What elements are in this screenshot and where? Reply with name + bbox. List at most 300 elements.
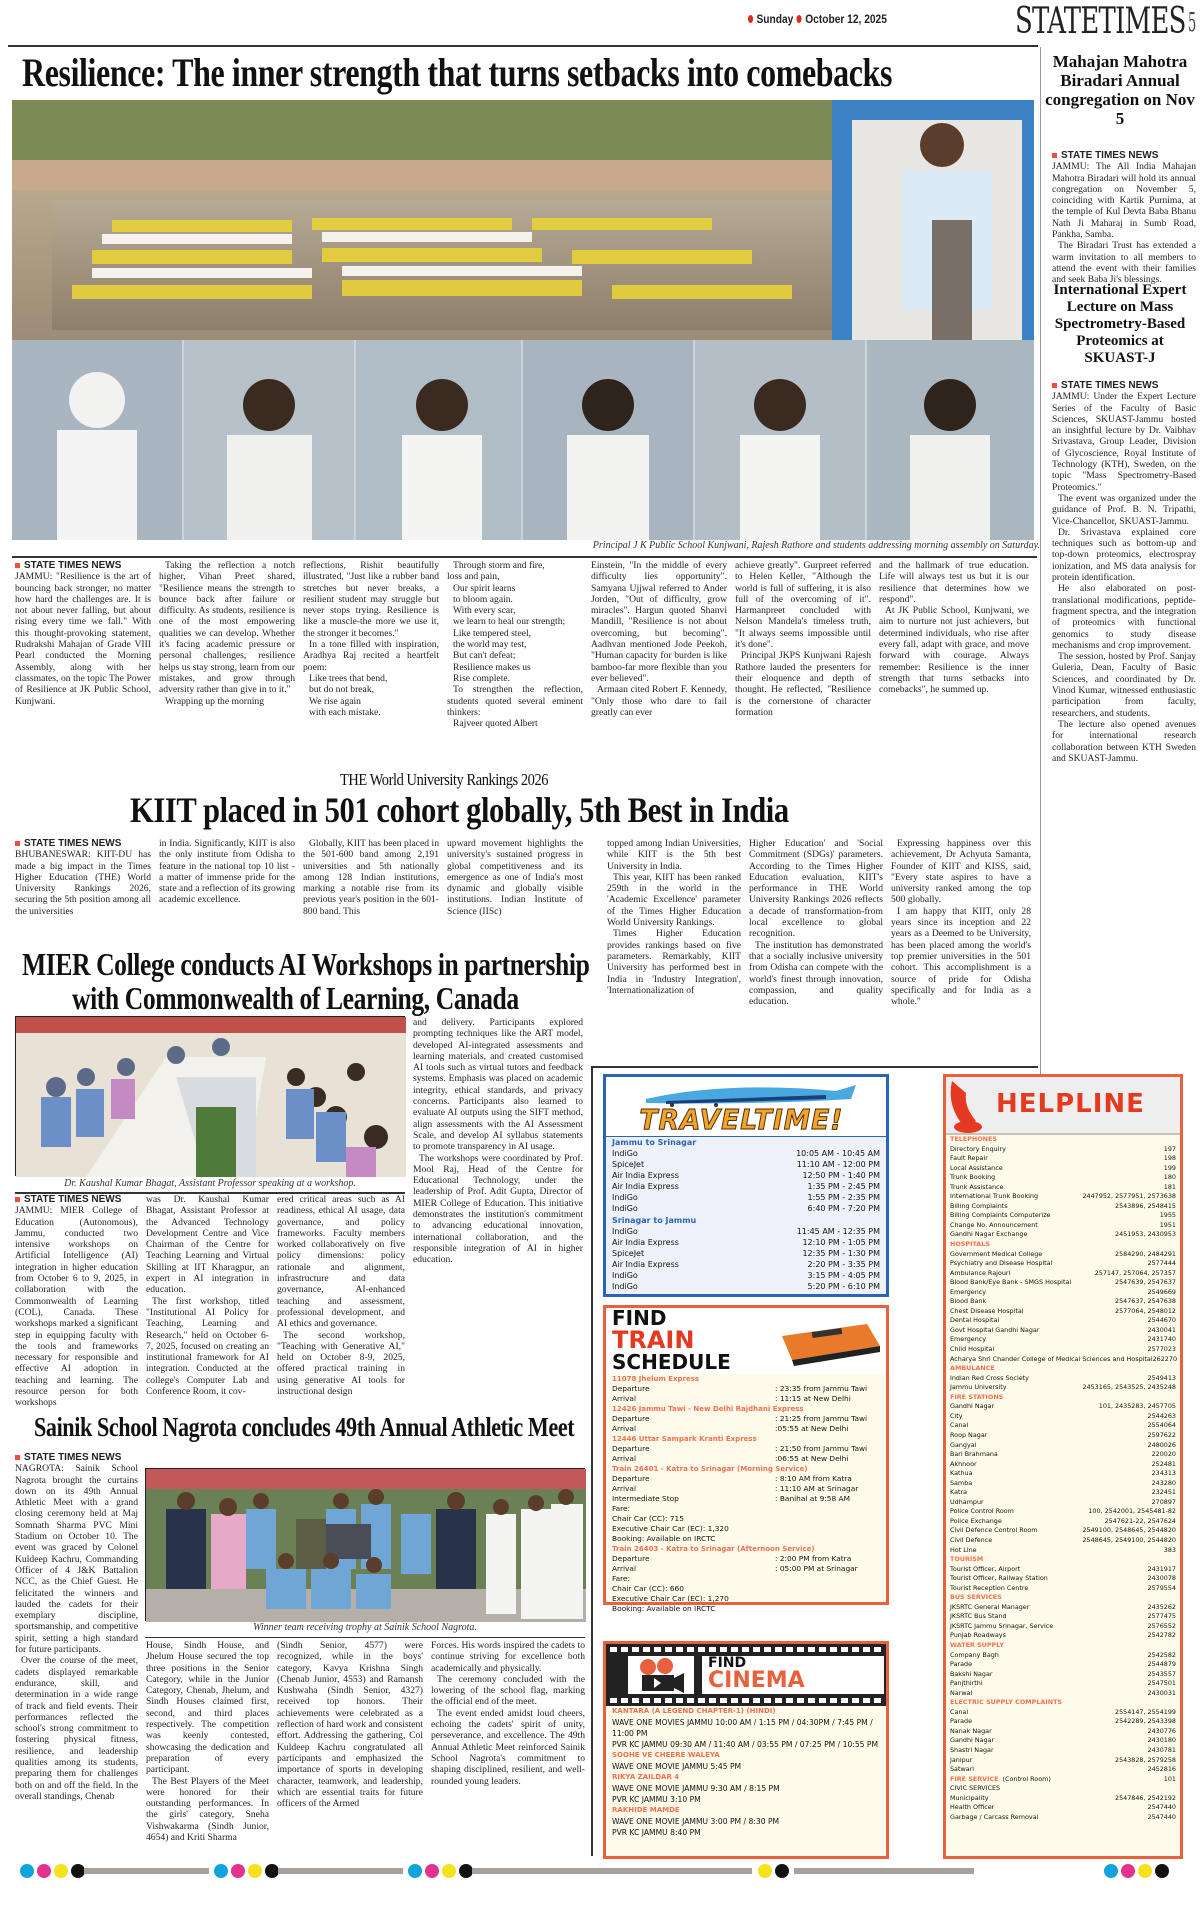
helpline-row (946, 1517, 1180, 1527)
registration-bar (472, 1868, 752, 1874)
byline: STATE TIMES NEWS (15, 1194, 138, 1205)
movie-title: RIKYA ZAILDAR 4 (612, 1773, 680, 1781)
helpline-row (946, 1154, 1180, 1164)
resilience-col-2: Taking the reflection a notch higher, Vihan Preet shared, "Resilience means the strength to bounce back after failure or difficulty. As students, resilience is one of the most empowering qualities we can develop. Whether it's facing academic pressure or personal challenges, resilience helps us stay strong, learn from our mistakes, and grow through adversity rather than give in to it." Wrapping up the morning (159, 560, 295, 707)
travel-logo-text: TRAVELTIME! (639, 1103, 844, 1136)
flight-row (606, 1181, 886, 1192)
cinema-logo-find: FIND (708, 1655, 747, 1671)
flight-time: 5:20 PM - 6:10 PM (807, 1282, 880, 1292)
registration-marks (214, 1864, 279, 1878)
registration-marks (20, 1864, 85, 1878)
helpline-section (946, 1698, 1180, 1708)
skuast-article: STATE TIMES NEWS JAMMU: Under the Expert Lecture Series of the Faculty of Basic Sciences, SKUAST-Jammu hosted an insightful lecture by Dr. Vaibhav Srivastava, Group Leader, Division of Glycoscience, Royal Institute of Technology (KTH), Sweden, on the topic "Mass Spectrometry-Based Proteomics." The event was organized under the guidance of Prof. B. N. Tripathi, Vice-Chancellor, SKUAST-Jammu. Dr. Srivastava explained core techniques such as bottom-up and top-down proteomics, electrospray ionization, and MS data analysis for protein identification. He also elaborated on post-translational modifications, peptide-fragment spectra, and the integration of proteomics with functional genomics to study disease mechanisms and crop improvement. The session, hosted by Prof. Sanjay Guleria, Dean, Faculty of Basic Sciences, and coordinated by Dr. Vinod Kumar, witnessed enthusiastic participation from faculty, researchers, and students. The lecture also opened avenues for international research collaboration between KTH Sweden and SKUAST-Jammu. (1052, 380, 1196, 764)
black-dot (459, 1864, 473, 1878)
helpline-number: 2576552 (1147, 1621, 1176, 1630)
train-field: Arrival (612, 1484, 637, 1493)
resilience-photo (12, 100, 1034, 540)
train-row (606, 1604, 886, 1614)
film-strip-holes (610, 1698, 882, 1703)
helpline-number: 180 (1163, 1173, 1176, 1182)
helpline-section (946, 1364, 1180, 1374)
bullet-icon (15, 563, 20, 568)
sidebar-divider (1040, 47, 1041, 1087)
helpline-box (943, 1074, 1183, 1859)
helpline-row (946, 1622, 1180, 1632)
helpline-number: 1955 (1159, 1211, 1176, 1220)
yellow-dot (1138, 1864, 1152, 1878)
train-name: 12426 Jammu Tawi - New Delhi Rajdhani Express (612, 1405, 804, 1413)
train-field: Departure (612, 1444, 650, 1453)
train-field: Executive Chair Car (EC): 1,270 (612, 1594, 729, 1603)
train-row (606, 1534, 886, 1544)
airline: Air India Express (612, 1259, 679, 1269)
helpline-row (946, 1803, 1180, 1813)
train-row (606, 1514, 886, 1524)
helpline-number: 2542289, 2543398 (1115, 1717, 1176, 1726)
helpline-row (946, 1145, 1180, 1155)
movie-camera-icon (628, 1656, 694, 1694)
helpline-label: Health Officer (950, 1803, 995, 1812)
helpline-number: 2547501 (1147, 1679, 1176, 1688)
train-value: : 21:50 from Jammu Tawi (775, 1444, 868, 1453)
helpline-number: 198 (1163, 1154, 1176, 1163)
helpline-number: 2547637, 2547638 (1115, 1297, 1176, 1306)
train-value: : 11:10 AM at Srinagar (775, 1484, 859, 1493)
helpline-number: 2430180 (1147, 1736, 1176, 1745)
helpline-label: Police Exchange (950, 1516, 1002, 1525)
kiit-col-5: topped among Indian Universities, while KIIT is the 5th best University in India. This year, KIIT has been ranked 259th in the world in the 'Academic Excellence' parameter of the Times Higher Education World University Rankings. Times Higher Education provides rankings based on five parameters. Remarkably, KIIT University has performed best in India in 'Industry Integration', 'Internationalization of (607, 838, 741, 996)
movie-title: SOOHE VE CHEERE WALEYA (612, 1751, 720, 1759)
helpline-number: 2549413 (1147, 1373, 1176, 1382)
helpline-number: 270897 (1151, 1497, 1176, 1506)
train-value: : 11:15 at New Delhi (775, 1394, 851, 1403)
magenta-dot (1121, 1864, 1135, 1878)
mier-col-1: STATE TIMES NEWS JAMMU: MIER College of Education (Autonomous), Jammu, conducted two intensive workshops on Artificial Intelligence (AI) integration in higher education from October 6 to 9, 2025, in collaboration with the Commonwealth of Learning (COL), Canada. These workshops marked a significant step in equipping faculty with the tools and frameworks necessary for responsible and effective AI adoption in teaching and learning. The resource person for both workshops (15, 1194, 138, 1409)
travel-route-title: Srinagar to Jammu (612, 1215, 697, 1225)
showtime-row: PVR KC JAMMU 8:40 PM (612, 1828, 701, 1837)
camera-frame (628, 1656, 694, 1694)
helpline-section-title: FIRE STATIONS (950, 1392, 1004, 1401)
train-row (606, 1584, 886, 1594)
flight-time: 11:45 AM - 12:35 PM (796, 1226, 880, 1236)
helpline-label: Trunk Booking (950, 1173, 996, 1182)
helpline-label: Samba (950, 1478, 973, 1487)
showtime-row: WAVE ONE MOVIE JAMMU 9:30 AM / 8:15 PM (612, 1784, 780, 1793)
helpline-row (946, 1651, 1180, 1661)
helpline-row (946, 1250, 1180, 1260)
helpline-number: 197 (1163, 1144, 1176, 1153)
mier-headline-2: with Commonwealth of Learning, Canada (72, 980, 519, 1016)
helpline-row (946, 1469, 1180, 1479)
byline: STATE TIMES NEWS (1052, 150, 1196, 161)
train-value: : 05:00 PM at Srinagar (775, 1564, 858, 1573)
helpline-label: Chest Disease Hospital (950, 1306, 1024, 1315)
helpline-label: Roop Nagar (950, 1430, 988, 1439)
section-rule (145, 1637, 585, 1638)
helpline-number: 2544263 (1147, 1411, 1176, 1420)
flight-row (606, 1192, 886, 1203)
helpline-label: Punjab Roadways (950, 1631, 1006, 1640)
helpline-row (946, 1507, 1180, 1517)
helpline-row (946, 1316, 1180, 1326)
helpline-label: Acharya Shri Chander College of Medical Sciences and Hospital (950, 1354, 1153, 1363)
flight-row (606, 1170, 886, 1181)
kiit-col-3: Globally, KIIT has been placed in the 501-600 band among 2,191 universities and 5th nationally among 128 Indian institutions, marking a notable rise from its previous year's position in the 601-800 band. This (303, 838, 439, 917)
helpline-number: 232451 (1151, 1488, 1176, 1497)
mier-photo (15, 1016, 405, 1176)
train-value: :06:55 at New Delhi (775, 1454, 849, 1463)
helpline-number: 2451953, 2430953 (1115, 1230, 1176, 1239)
flight-time: 2:20 PM - 3:35 PM (807, 1259, 880, 1269)
yellow-dot (442, 1864, 456, 1878)
flight-time: 3:15 PM - 4:05 PM (807, 1270, 880, 1280)
helpline-row (946, 1736, 1180, 1746)
bullet-icon (15, 1197, 20, 1202)
helpline-row (946, 1297, 1180, 1307)
helpline-row (946, 1230, 1180, 1240)
helpline-label: Gandhi Nagar Exchange (950, 1230, 1028, 1239)
cinema-logo-cinema: CINEMA (708, 1668, 805, 1693)
train-logo-find: FIND (612, 1306, 667, 1330)
kiit-col-4: upward movement highlights the university's sustained progress in global competitiveness and its emergence as one of India's most dynamic and globally visible institutions. Indian Institute of Science (IISc) (447, 838, 583, 917)
helpline-row (946, 1211, 1180, 1221)
train-name: 11078 Jhelum Express (612, 1375, 700, 1383)
sainik-col-3: (Sindh Senior, 4577) were recognized, while in the boys' category, Kavya Krishna Singh (Chenab Junior, 4553) and Ramansh Kushwaha (Sindh Senior, 4327) received top honors. Their achievements were celebrated as a reflection of hard work and consistent effort. Addressing the gathering, Col Kuldeep Kachru congratulated all participants and emphasized the importance of sports in developing character, teamwork, and leadership, which are essential traits for future officers of the Armed (277, 1640, 423, 1810)
helpline-number: 2549669 (1147, 1287, 1176, 1296)
resilience-col-4: Through storm and fire, loss and pain, Our spirit learns to bloom again. With every scar, we learn to heal our strength; Like tempered steel, the world may test, But can't defeat; Resilience makes us Rise complete. To strengthen the reflection, students quoted several eminent thinkers: Rajveer quoted Albert (447, 560, 583, 730)
resilience-col-1: STATE TIMES NEWS JAMMU: "Resilience is the art of bouncing back stronger, no matter how hard the challenges are. It is not about never falling, but about rising every time we fall." With this thought-provoking statement, Rudrakshi Mahajan of Grade VIII Pearl conducted the Morning Assembly, along with her classmates, on the topic The Power of Resilience at JK Public School, Kunjwani. (15, 560, 151, 707)
cinema-logo (606, 1644, 886, 1706)
helpline-number: 2554147, 2554199 (1115, 1707, 1176, 1716)
helpline-number: 262270 (1152, 1354, 1178, 1363)
helpline-row (946, 1307, 1180, 1317)
flight-time: 6:40 PM - 7:20 PM (807, 1204, 880, 1214)
helpline-number: 199 (1163, 1163, 1176, 1172)
helpline-label: Satwari (950, 1765, 975, 1774)
helpline-label: Police Control Room (950, 1507, 1014, 1516)
helpline-label: JKSRTC Jammu Srinagar, Service (950, 1621, 1054, 1630)
helpline-number: 2543896, 2548415 (1115, 1201, 1176, 1210)
train-row (606, 1504, 886, 1514)
helpline-section (946, 1555, 1180, 1565)
sainik-headline: Sainik School Nagrota concludes 49th Annual Athletic Meet (34, 1412, 575, 1442)
helpline-section (946, 1775, 1180, 1785)
sainik-photo (145, 1468, 585, 1621)
airline: SpiceJet (612, 1248, 645, 1258)
helpline-label: Ambulance Rajouri (950, 1268, 1011, 1277)
ad-divider (591, 1066, 593, 1856)
helpline-label: Govt Hospital Gandhi Nagar (950, 1325, 1040, 1334)
helpline-row (946, 1173, 1180, 1183)
helpline-row (946, 1717, 1180, 1727)
helpline-row (946, 1374, 1180, 1384)
kiit-col-6: Higher Education' and 'Social Commitment (SDGs)' parameters. According to the Times Higher Education evaluation, KIIT's performance in THE World University Rankings 2026 reflects a decade of transformation-from local excellence to global recognition. The institution has demonstrated that a socially inclusive university from Odisha can compete with the world's finest through innovation, compassion, and quality education. (749, 838, 883, 1008)
movie-title: KANTARA (A LEGEND CHAPTER-1) (HINDI) (612, 1707, 776, 1715)
helpline-row (946, 1412, 1180, 1422)
helpline-number: 2430041 (1147, 1325, 1176, 1334)
movie-title: RAKHIDE MAMDE (612, 1806, 680, 1814)
helpline-number: 2554064 (1147, 1421, 1176, 1430)
helpline-label: Civil Defence Control Room (950, 1526, 1038, 1535)
airline: IndiGo (612, 1226, 638, 1236)
helpline-number: 2543828, 2579258 (1115, 1755, 1176, 1764)
helpline-number: 2548645, 2549100, 2544820 (1082, 1535, 1176, 1544)
helpline-row (946, 1269, 1180, 1279)
helpline-section (946, 1641, 1180, 1651)
helpline-label: Canal (950, 1707, 969, 1716)
helpline-label: Bakshi Nagar (950, 1669, 993, 1678)
bullet-icon (748, 15, 753, 23)
helpline-row (946, 1326, 1180, 1336)
helpline-row (946, 1727, 1180, 1737)
helpline-number: 2430776 (1147, 1726, 1176, 1735)
magenta-dot (425, 1864, 439, 1878)
helpline-number: 2430781 (1147, 1746, 1176, 1754)
helpline-label: Narwal (950, 1688, 973, 1697)
skuast-headline: International Expert Lecture on Mass Spectrometry-Based Proteomics at SKUAST-J (1053, 282, 1187, 366)
helpline-section-title: CIVIC SERVICES (950, 1784, 1001, 1793)
cyan-dot (20, 1864, 34, 1878)
helpline-section-title: HOSPITALS (950, 1240, 990, 1249)
byline: STATE TIMES NEWS (15, 560, 151, 571)
helpline-label: Emergency (950, 1335, 987, 1344)
helpline-section-title: TELEPHONES (950, 1135, 997, 1143)
helpline-row (946, 1546, 1180, 1556)
train-value: : 2:00 PM from Katra (775, 1554, 852, 1563)
registration-marks (408, 1864, 473, 1878)
helpline-row (946, 1498, 1180, 1508)
helpline-number: 2547440 (1147, 1803, 1176, 1812)
showtime-row: WAVE ONE MOVIE JAMMU 3:00 PM / 8:30 PM (612, 1817, 780, 1826)
helpline-number: 257147, 257064, 257357 (1094, 1268, 1176, 1277)
helpline-number: 2577023 (1147, 1345, 1176, 1354)
train-field: Chair Car (CC): 715 (612, 1514, 684, 1523)
train-logo (606, 1308, 886, 1374)
airline: IndiGo (612, 1282, 638, 1292)
helpline-number: 243280 (1151, 1478, 1176, 1487)
registration-bar (278, 1868, 403, 1874)
helpline-row (946, 1164, 1180, 1174)
flight-row (606, 1159, 886, 1170)
registration-bar (84, 1868, 209, 1874)
registration-marks (758, 1864, 789, 1878)
bullet-icon (15, 841, 20, 846)
flight-row (606, 1226, 886, 1237)
helpline-section-title: TOURISM (950, 1555, 984, 1564)
mahajan-article: STATE TIMES NEWS JAMMU: The All India Mahajan Mahotra Biradari will hold its annual congregation on November 5, coinciding with Kartik Purnima, at the temple of Kul Devta Baba Bhanu Nath Ji Maharaj in Sumb Road, Pankha, Samba. The Biradari Trust has extended a warm invitation to all members to attend the event with their families and seek Baba Ji's blessings. (1052, 150, 1196, 286)
sainik-col-1: STATE TIMES NEWS NAGROTA: Sainik School Nagrota brought the curtains down on its 49th Annual Athletic Meet with a grand closing ceremony held at Maj Somnath Sharma PVC Mini Stadium on October 10. The event was graced by Colonel Kuldeep Kachru, Commanding Officer of 4 J&K Battalion NCC, as the Chief Guest. He felicitated the winners and lauded the cadets for their exemplary discipline, sportsmanship, and competitive spirit, setting a high standard for future participants. Over the course of the meet, cadets displayed remarkable endurance, skill, and determination in a wide range of track and field events. Their performances reflected the school's strong commitment to fostering physical fitness, resilience, and leadership qualities among its students, preparing them for challenges both on and off the field. In the overall standings, Chenab (15, 1452, 138, 1802)
helpline-number: 220020 (1151, 1450, 1176, 1459)
train-value: : 21:25 from Jammu Tawi (775, 1414, 868, 1423)
helpline-row (946, 1660, 1180, 1670)
helpline-number: 2544670 (1147, 1316, 1176, 1325)
train-row (606, 1494, 886, 1504)
helpline-number: 2431917 (1147, 1564, 1176, 1573)
helpline-row (946, 1278, 1180, 1288)
helpline-label: Bari Brahmana (950, 1450, 998, 1459)
train-value (775, 1574, 880, 1584)
resilience-col-7: and the hallmark of true education. Life will always test us but it is our resilience that determines how we respond". At JK Public School, Kunjwani, we aim to nurture not just achievers, but determined individuals, who rise after every fall, adapt with grace, and move forward with courage. Always remember: Resilience is the inner strength that turns setbacks into comebacks", he summed up. (879, 560, 1029, 696)
helpline-row (946, 1450, 1180, 1460)
helpline-row (946, 1765, 1180, 1775)
train-field: Departure (612, 1474, 650, 1483)
helpline-label: Gangyal (950, 1440, 977, 1449)
helpline-label: Jammu University (950, 1383, 1007, 1392)
helpline-row (946, 1526, 1180, 1536)
helpline-label: Blood Bank (950, 1297, 987, 1306)
header-rule (8, 45, 1038, 47)
helpline-label: City (950, 1411, 963, 1420)
helpline-number: 2453165, 2543525, 2435248 (1082, 1383, 1176, 1392)
train-field: Arrival (612, 1394, 637, 1403)
issue-date-text: October 12, 2025 (805, 12, 887, 26)
train-name: 12446 Uttar Sampark Kranti Express (612, 1435, 757, 1443)
train-list (606, 1374, 886, 1614)
airline: SpiceJet (612, 1160, 645, 1170)
train-row (606, 1564, 886, 1574)
airline: IndiGo (612, 1149, 638, 1158)
helpline-label: Janipur (950, 1755, 973, 1764)
helpline-label: Parade (950, 1660, 973, 1669)
helpline-number: 2542782 (1147, 1631, 1176, 1640)
helpline-row (946, 1421, 1180, 1431)
flight-time: 11:10 AM - 12:00 PM (796, 1160, 880, 1170)
train-row (606, 1484, 886, 1494)
helpline-label: Akhnoor (950, 1459, 977, 1468)
helpline-label: Katra (950, 1488, 968, 1497)
train-schedule-box (603, 1305, 889, 1613)
helpline-label: Blood Bank/Eye Bank - SMGS Hospital (950, 1278, 1072, 1287)
helpline-number: 181 (1163, 1182, 1176, 1191)
helpline-number: 1951 (1159, 1220, 1176, 1229)
train-value: :05:55 at New Delhi (775, 1424, 849, 1433)
kiit-col-7: Expressing happiness over this achievement, Dr Achyuta Samanta, Founder of KIIT and KISS, said, "Every state aspires to have a university ranked among the top 500 globally. I am happy that KIIT, only 28 years since its inception and 22 years as a Deemed to be University, has been placed among the world's top premier universities in the 501 cohort. This accomplishment is a source of pride for Odisha specifically and for India as a whole." (891, 838, 1031, 1008)
flight-row (606, 1248, 886, 1259)
mier-headline-1: MIER College conducts AI Workshops in partnership (22, 946, 590, 982)
helpline-section-title: FIRE SERVICE (950, 1774, 999, 1783)
mier-caption: Dr. Kaushal Kumar Bhagat, Assistant Professor speaking at a workshop. (64, 1178, 356, 1189)
cyan-dot (408, 1864, 422, 1878)
train-row (606, 1524, 886, 1534)
flight-time: 12:35 PM - 1:30 PM (802, 1248, 880, 1258)
helpline-row (946, 1383, 1180, 1393)
train-value (775, 1524, 880, 1534)
helpline-label: Gandhi Nagar (950, 1736, 995, 1745)
helpline-number: 101 (1163, 1774, 1176, 1783)
train-row (606, 1444, 886, 1454)
registration-bar (794, 1868, 974, 1874)
telephone-icon (946, 1077, 996, 1135)
helpline-row (946, 1288, 1180, 1298)
helpline-number: 2579554 (1147, 1583, 1176, 1592)
helpline-row (946, 1536, 1180, 1546)
black-dot (71, 1864, 85, 1878)
helpline-section-title: WATER SUPPLY (950, 1640, 1004, 1649)
helpline-row (946, 1259, 1180, 1269)
black-dot (775, 1864, 789, 1878)
helpline-row (946, 1746, 1180, 1756)
bullet-icon (797, 15, 802, 23)
issue-date (748, 12, 887, 26)
helpline-section (946, 1240, 1180, 1250)
helpline-row (946, 1679, 1180, 1689)
flight-time: 12:10 PM - 1:05 PM (802, 1237, 880, 1247)
mier-col-3: ered critical areas such as AI readiness, ethical AI usage, data governance, and policy frameworks. Faculty members worked collaboratively on five policy dimensions: policy rationale and alignment, infrastructure and data governance, AI-enhanced teaching and assessment, professional development, and AI ethics and governance. The second workshop, "Teaching with Generative AI," held on October 8-9, 2025, offered practical training in using generative AI tools for instructional design (277, 1194, 405, 1398)
kiit-headline: KIIT placed in 501 cohort globally, 5th Best in India (130, 790, 789, 830)
helpline-label: Tourist Officer, Airport (950, 1564, 1021, 1573)
train-value (775, 1594, 880, 1604)
train-row (606, 1414, 886, 1424)
mier-side-column: and delivery. Participants explored prompting techniques like the ART model, developed AI-integrated assessments and learning materials, and created customised AI tools such as virtual tutors and feedback systems. Emphasis was placed on academic integrity, ethical standards, and privacy concerns. Participants also learned to evaluate AI outputs using the SIFT method, align assessments with the AI Assessment Scale, and develop AI syllabus statements to promote transparency in AI usage. The workshops were coordinated by Prof. Mool Raj, Head of the Centre for Educational Technology, under the leadership of Prof. Adit Gupta, Director of MIER College of Education. This initiative demonstrates the institution's commitment to advancing educational innovation, international collaboration, and the responsible integration of AI in higher education. (413, 1017, 583, 1266)
helpline-label: Parade (950, 1717, 973, 1726)
kiit-col-2: in India. Significantly, KIIT is also the only institute from Odisha to feature in the national top 10 list - a matter of immense pride for the state and a reflection of its growing academic excellence. (159, 838, 295, 906)
helpline-label: Tourist Reception Centre (950, 1583, 1029, 1592)
train-field: Intermediate Stop (612, 1494, 679, 1503)
airline: IndiGo (612, 1193, 638, 1203)
train-field: Arrival (612, 1424, 637, 1433)
airline: Air India Express (612, 1237, 679, 1247)
helpline-row (946, 1612, 1180, 1622)
resilience-caption: Principal J K Public School Kunjwani, Rajesh Rathore and students addressing morning assembly on Saturday. (592, 540, 1040, 551)
helpline-number: 2577475 (1147, 1612, 1176, 1621)
train-row (606, 1554, 886, 1564)
helpline-label: Psychiatry and Disease Hospital (950, 1259, 1053, 1268)
helpline-section (946, 1593, 1180, 1603)
helpline-section (946, 1393, 1180, 1403)
helpline-row (946, 1708, 1180, 1718)
cyan-dot (214, 1864, 228, 1878)
airline: Air India Express (612, 1171, 679, 1181)
byline: STATE TIMES NEWS (15, 1452, 138, 1463)
flight-time: 10:05 AM - 10:45 AM (796, 1149, 880, 1158)
black-dot (265, 1864, 279, 1878)
resilience-headline: Resilience: The inner strength that turns setbacks into comebacks (22, 50, 892, 95)
train-row (606, 1384, 886, 1394)
helpline-row (946, 1402, 1180, 1412)
helpline-number: 2549100, 2548645, 2544820 (1082, 1526, 1176, 1535)
registration-marks (1104, 1864, 1169, 1878)
helpline-number: 2542582 (1147, 1650, 1176, 1659)
byline: STATE TIMES NEWS (15, 838, 151, 849)
train-logo-train: TRAIN (612, 1326, 695, 1354)
train-field: Arrival (612, 1564, 637, 1573)
helpline-number: 2597622 (1147, 1430, 1176, 1439)
helpline-label: Company Bagh (950, 1650, 999, 1659)
helpline-row (946, 1689, 1180, 1699)
helpline-number: 234313 (1151, 1469, 1176, 1478)
sainik-col-2: House, Sindh House, and Jhelum House secured the top three positions in the Senior Category, while in the Junior Category, Chenab, Jhelum, and Sindh Houses claimed first, second, and third places respectively. The competition was keenly contested, showcasing the dedication and preparation of every participant. The Best Players of the Meet were honored for their outstanding performances. In the girls' category, Sneha Vishwakarma (Sindh Junior, 4654) and Kriti Sharma (146, 1640, 269, 1844)
helpline-label: Garbage / Carcass Removal (950, 1812, 1039, 1821)
helpline-row (946, 1574, 1180, 1584)
helpline-row (946, 1183, 1180, 1193)
helpline-label: Billing Complaints (950, 1201, 1008, 1210)
helpline-row (946, 1202, 1180, 1212)
airline: IndiGo (612, 1204, 638, 1214)
airline: IndiGo (612, 1270, 638, 1280)
kiit-kicker: THE World University Rankings 2026 (340, 770, 549, 789)
helpline-number: 2547621-22, 2547624 (1104, 1516, 1176, 1525)
helpline-label: Shastri Nagar (950, 1746, 994, 1754)
flight-time: 1:55 PM - 2:35 PM (807, 1193, 880, 1203)
bullet-icon (15, 1455, 20, 1460)
helpline-label: Municipality (950, 1793, 989, 1802)
train-value: : Banihal at 9:58 AM (775, 1494, 850, 1503)
helpline-number: 252481 (1151, 1459, 1176, 1468)
helpline-number: 101, 2435283, 2457705 (1098, 1402, 1176, 1411)
train-field: Executive Chair Car (EC): 1,320 (612, 1524, 729, 1533)
helpline-label: JKSRTC Bus Stand (950, 1612, 1007, 1621)
issue-day: Sunday (756, 12, 794, 26)
